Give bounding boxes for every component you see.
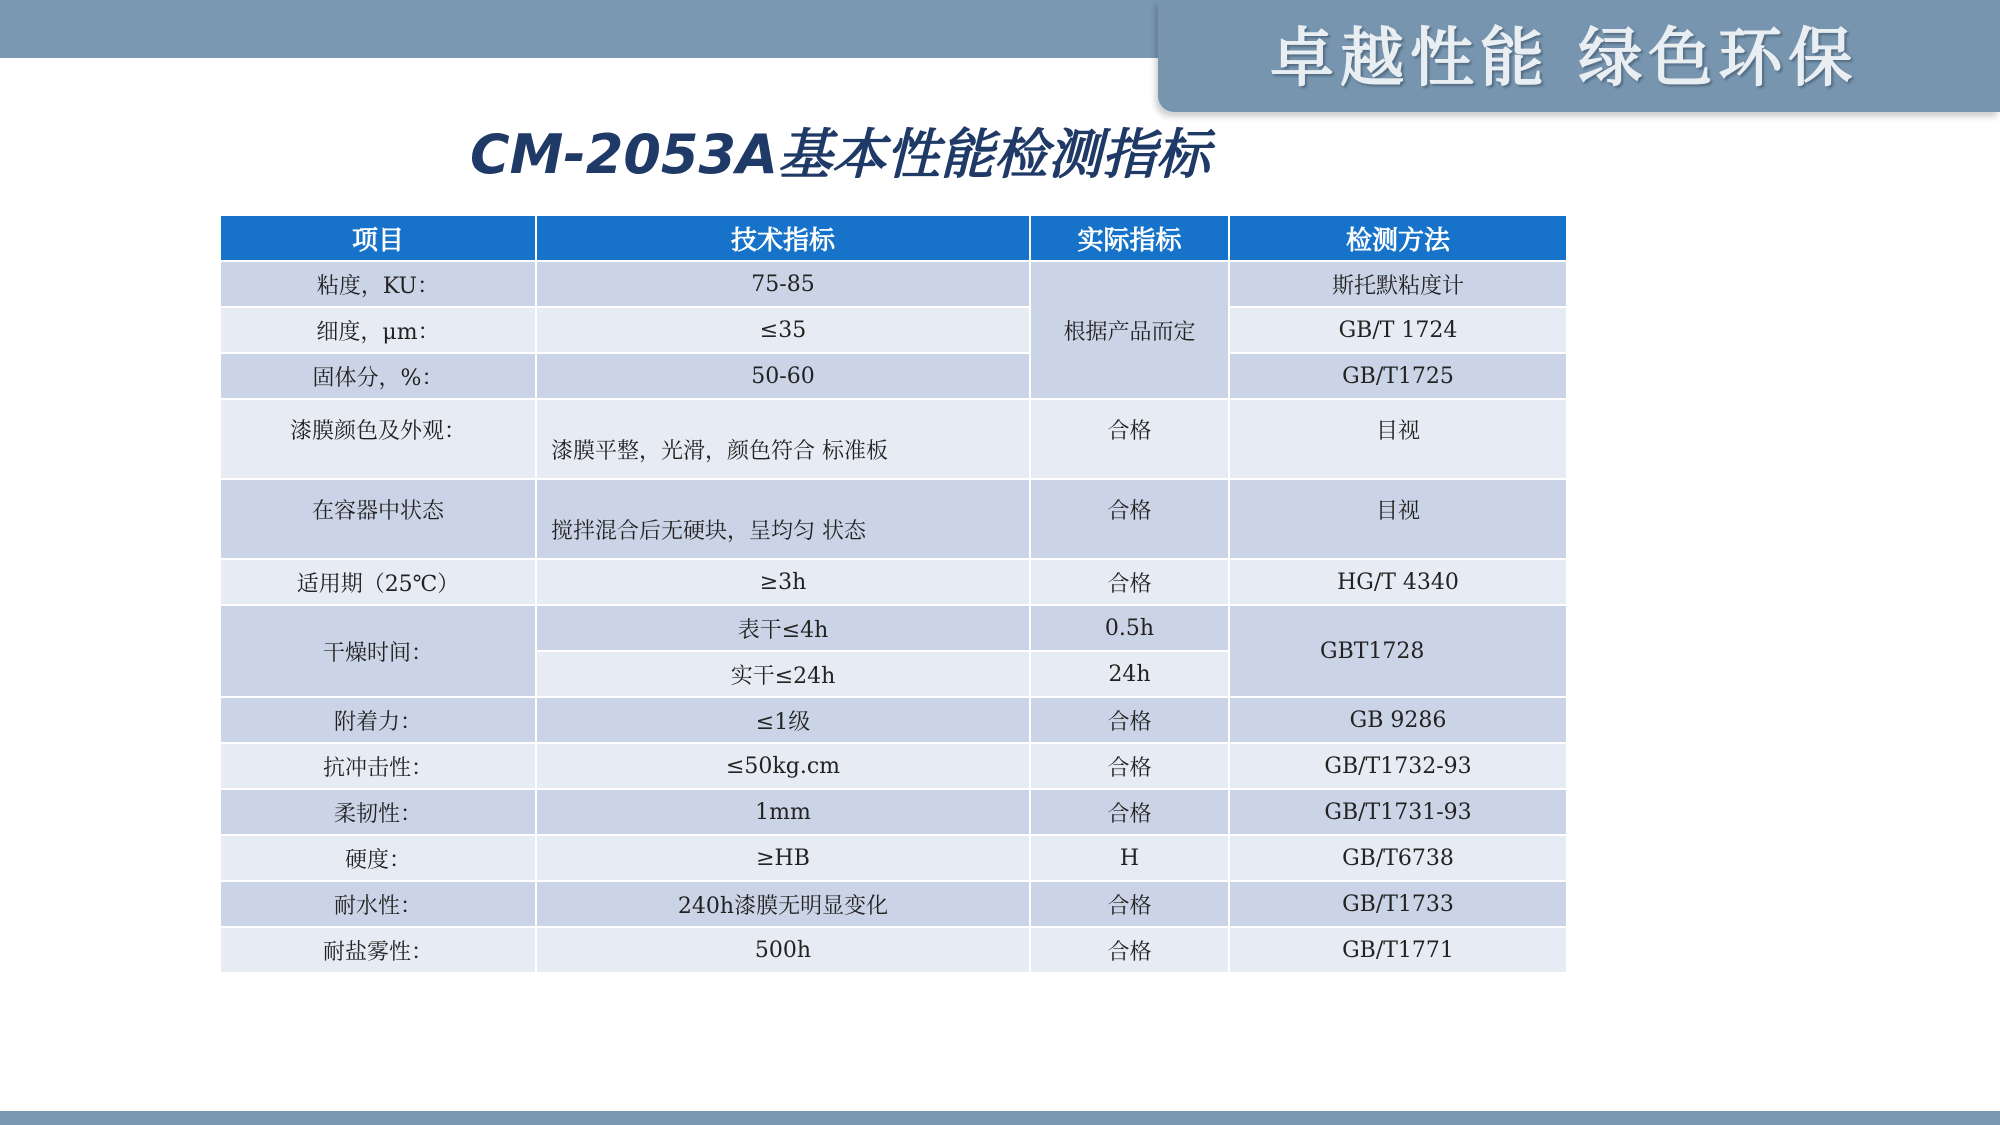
cell-spec-text: 漆膜平整，光滑，颜色符合 标准板 (551, 438, 888, 464)
cell-actual: 根据产品而定 (1030, 261, 1229, 399)
cell-spec: 50-60 (536, 353, 1030, 399)
cell-actual: 24h (1030, 651, 1229, 697)
cell-actual: 合格 (1030, 743, 1229, 789)
cell-spec (536, 399, 1030, 479)
cell-actual-text: 合格 (1107, 418, 1152, 444)
cell-method (1229, 399, 1567, 479)
cell-method-text: 目视 (1375, 418, 1420, 444)
cell-spec: 实干≤24h (536, 651, 1030, 697)
cell-item: 附着力： (220, 697, 536, 743)
table-row (220, 743, 1567, 789)
footer-band (0, 1111, 2000, 1125)
cell-method: GB/T6738 (1229, 835, 1567, 881)
table-row (220, 789, 1567, 835)
cell-spec: ≥3h (536, 559, 1030, 605)
cell-item (220, 479, 536, 559)
table-header-row (220, 215, 1567, 261)
cell-spec: ≤50kg.cm (536, 743, 1030, 789)
cell-item: 耐水性： (220, 881, 536, 927)
table-row (220, 399, 1567, 479)
header-spec: 技术指标 (536, 215, 1030, 261)
table-row (220, 559, 1567, 605)
table-row (220, 605, 1567, 651)
cell-actual: 合格 (1030, 927, 1229, 973)
cell-method: GB/T1731-93 (1229, 789, 1567, 835)
cell-item-text: 在容器中状态 (311, 498, 444, 524)
cell-spec: ≤35 (536, 307, 1030, 353)
cell-item: 柔韧性： (220, 789, 536, 835)
cell-method: GB/T1725 (1229, 353, 1567, 399)
cell-spec: 1mm (536, 789, 1030, 835)
cell-method: 斯托默粘度计 (1229, 261, 1567, 307)
header-actual: 实际指标 (1030, 215, 1229, 261)
cell-item: 干燥时间： (220, 605, 536, 697)
cell-spec: 240h漆膜无明显变化 (536, 881, 1030, 927)
table-row (220, 479, 1567, 559)
table-row (220, 261, 1567, 307)
cell-actual: 合格 (1030, 559, 1229, 605)
header-method: 检测方法 (1229, 215, 1567, 261)
cell-method: GBT1728 (1229, 605, 1567, 697)
cell-spec: ≥HB (536, 835, 1030, 881)
cell-item (220, 399, 536, 479)
cell-item: 适用期（25℃） (220, 559, 536, 605)
cell-spec: 75-85 (536, 261, 1030, 307)
cell-item: 粘度，KU： (220, 261, 536, 307)
cell-item: 抗冲击性： (220, 743, 536, 789)
cell-spec: 500h (536, 927, 1030, 973)
slogan-text: 卓越性能 绿色环保 (1270, 22, 1859, 96)
cell-method: GB/T1771 (1229, 927, 1567, 973)
table-row (220, 353, 1567, 399)
cell-method: GB/T 1724 (1229, 307, 1567, 353)
cell-actual: H (1030, 835, 1229, 881)
cell-actual (1030, 479, 1229, 559)
table-row (220, 835, 1567, 881)
table-row (220, 927, 1567, 973)
table-row (220, 881, 1567, 927)
cell-method: GB/T1732-93 (1229, 743, 1567, 789)
page-title: CM-2053A基本性能检测指标 (470, 123, 1210, 186)
cell-spec-text: 搅拌混合后无硬块，呈均匀 状态 (551, 518, 866, 544)
cell-spec: 表干≤4h (536, 605, 1030, 651)
cell-actual: 合格 (1030, 697, 1229, 743)
cell-actual: 合格 (1030, 881, 1229, 927)
cell-item: 细度，μm： (220, 307, 536, 353)
cell-item: 耐盐雾性： (220, 927, 536, 973)
cell-item: 硬度： (220, 835, 536, 881)
cell-spec (536, 479, 1030, 559)
header-item: 项目 (220, 215, 536, 261)
cell-method: GB 9286 (1229, 697, 1567, 743)
cell-method-text: 目视 (1375, 498, 1420, 524)
spec-table (219, 214, 1568, 974)
cell-actual-text: 合格 (1107, 498, 1152, 524)
cell-item: 固体分，%： (220, 353, 536, 399)
table-row (220, 697, 1567, 743)
table-row (220, 307, 1567, 353)
cell-spec: ≤1级 (536, 697, 1030, 743)
cell-actual: 0.5h (1030, 605, 1229, 651)
cell-method: HG/T 4340 (1229, 559, 1567, 605)
cell-actual: 合格 (1030, 789, 1229, 835)
cell-method: GB/T1733 (1229, 881, 1567, 927)
cell-actual (1030, 399, 1229, 479)
cell-method (1229, 479, 1567, 559)
cell-item-text: 漆膜颜色及外观： (289, 418, 466, 444)
